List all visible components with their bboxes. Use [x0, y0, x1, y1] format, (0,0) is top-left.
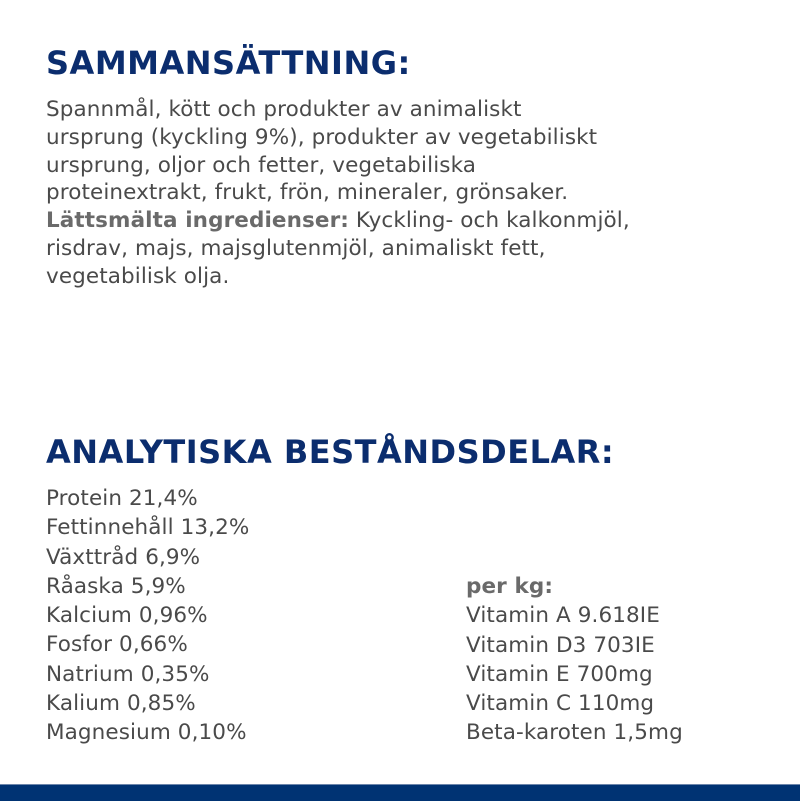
bottom-brand-bar	[0, 784, 800, 801]
composition-line: ursprung, oljor och fetter, vegetabiliska	[46, 152, 477, 178]
vitamin-item: Vitamin E 700mg	[466, 661, 653, 687]
constituent-item: Kalium 0,85%	[46, 691, 196, 717]
digestible-ingredients-label: Lättsmälta ingredienser:	[46, 208, 349, 234]
vitamin-item: Vitamin D3 703IE	[466, 632, 655, 658]
digestible-ingredients-text: Kyckling- och kalkonmjöl,	[349, 208, 630, 234]
composition-line: risdrav, majs, majsglutenmjöl, animaliskt fett,	[46, 235, 546, 261]
constituents-list	[46, 484, 249, 748]
composition-heading: SAMMANSÄTTNING:	[46, 44, 411, 82]
constituent-item: Fettinnehåll 13,2%	[46, 515, 250, 541]
constituent-item: Magnesium 0,10%	[46, 720, 247, 746]
constituent-item: Kalcium 0,96%	[46, 603, 208, 629]
analytics-heading: ANALYTISKA BESTÅNDSDELAR:	[46, 433, 615, 471]
constituent-item: Råaska 5,9%	[46, 573, 186, 599]
composition-line: ursprung (kyckling 9%), produkter av vegetabiliskt	[46, 124, 598, 150]
composition-line: Spannmål, kött och produkter av animaliskt	[46, 97, 522, 122]
constituent-item: Fosfor 0,66%	[46, 632, 188, 658]
vitamin-item: Vitamin A 9.618IE	[466, 603, 660, 629]
composition-line: vegetabilisk olja.	[46, 263, 230, 289]
digestible-ingredients-line	[46, 207, 786, 235]
vitamins-list	[466, 572, 683, 748]
composition-text	[46, 96, 786, 291]
vitamin-item: Vitamin C 110mg	[466, 691, 655, 717]
constituent-item: Växttråd 6,9%	[46, 544, 201, 570]
composition-line: proteinextrakt, frukt, frön, mineraler, grönsaker.	[46, 180, 569, 206]
per-kg-label: per kg:	[466, 574, 554, 599]
constituent-item: Protein 21,4%	[46, 486, 198, 511]
vitamin-item: Beta-karoten 1,5mg	[466, 720, 683, 746]
constituent-item: Natrium 0,35%	[46, 661, 210, 687]
